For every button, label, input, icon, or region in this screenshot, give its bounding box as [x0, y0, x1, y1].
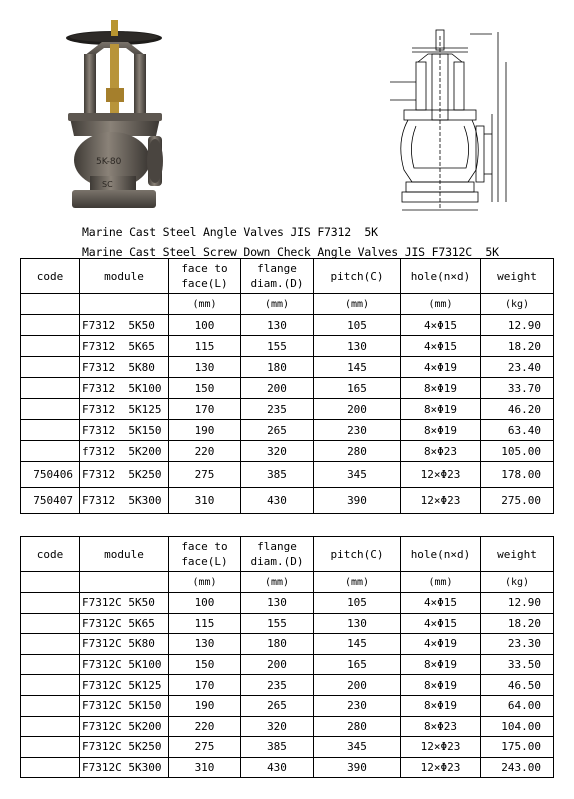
cell-module: F7312 5K80 [80, 357, 169, 378]
cell-pitch: 345 [314, 462, 401, 488]
unit-module [80, 294, 169, 315]
cell-code [21, 420, 80, 441]
cell-flange: 130 [241, 593, 314, 614]
cell-pitch: 280 [314, 716, 401, 737]
cell-flange: 155 [241, 613, 314, 634]
cell-face: 275 [169, 737, 241, 758]
cell-hole: 8×Φ19 [401, 378, 481, 399]
unit-weight: (kg) [481, 572, 554, 593]
table-row [21, 441, 554, 462]
unit-face: (mm) [169, 294, 241, 315]
cell-flange: 155 [241, 336, 314, 357]
cell-code: 750406 [21, 462, 80, 488]
header-face-l1: face to [181, 540, 228, 553]
table-row [21, 378, 554, 399]
cell-module: F7312C 5K80 [80, 634, 169, 655]
cell-weight: 178.00 [481, 462, 554, 488]
table-row [21, 399, 554, 420]
cell-module: F7312C 5K125 [80, 675, 169, 696]
cell-code [21, 654, 80, 675]
cell-flange: 385 [241, 462, 314, 488]
cell-pitch: 145 [314, 357, 401, 378]
cell-pitch: 145 [314, 634, 401, 655]
cell-flange: 385 [241, 737, 314, 758]
title-angle-valves: Marine Cast Steel Angle Valves JIS F7312 5K [82, 225, 378, 239]
cell-flange: 235 [241, 399, 314, 420]
cell-flange: 320 [241, 716, 314, 737]
cell-flange: 235 [241, 675, 314, 696]
unit-hole: (mm) [401, 294, 481, 315]
cell-face: 170 [169, 399, 241, 420]
header-code: code [21, 259, 80, 294]
header-face-l2: face(L) [181, 277, 228, 290]
cell-weight: 104.00 [481, 716, 554, 737]
cell-code [21, 695, 80, 716]
table-row [21, 654, 554, 675]
cell-hole: 8×Φ19 [401, 654, 481, 675]
cell-flange: 430 [241, 757, 314, 778]
unit-pitch: (mm) [314, 294, 401, 315]
cell-hole: 12×Φ23 [401, 488, 481, 514]
cell-hole: 4×Φ19 [401, 634, 481, 655]
cell-face: 100 [169, 315, 241, 336]
cell-module: F7312C 5K200 [80, 716, 169, 737]
cell-module: F7312 5K65 [80, 336, 169, 357]
cell-flange: 265 [241, 695, 314, 716]
header-pitch: pitch(C) [314, 259, 401, 294]
cell-pitch: 230 [314, 420, 401, 441]
cell-pitch: 390 [314, 488, 401, 514]
cell-face: 150 [169, 378, 241, 399]
cell-flange: 180 [241, 357, 314, 378]
unit-face: (mm) [169, 572, 241, 593]
cell-hole: 4×Φ15 [401, 315, 481, 336]
cell-module: F7312C 5K150 [80, 695, 169, 716]
cell-face: 190 [169, 420, 241, 441]
cell-weight: 105.00 [481, 441, 554, 462]
cell-code [21, 757, 80, 778]
header-module: module [80, 259, 169, 294]
cell-module: F7312C 5K100 [80, 654, 169, 675]
cell-module: F7312 5K150 [80, 420, 169, 441]
cell-hole: 8×Φ23 [401, 441, 481, 462]
cell-pitch: 165 [314, 378, 401, 399]
table-row [21, 315, 554, 336]
table-row [21, 613, 554, 634]
cell-face: 115 [169, 613, 241, 634]
cell-flange: 200 [241, 654, 314, 675]
header-face [169, 259, 241, 294]
cell-weight: 46.20 [481, 399, 554, 420]
table-row [21, 488, 554, 514]
cell-pitch: 105 [314, 593, 401, 614]
cell-face: 220 [169, 716, 241, 737]
cell-face: 275 [169, 462, 241, 488]
cell-pitch: 105 [314, 315, 401, 336]
unit-code [21, 294, 80, 315]
table-row [21, 462, 554, 488]
header-face-l1: face to [181, 262, 228, 275]
cell-module: F7312 5K125 [80, 399, 169, 420]
cell-code [21, 399, 80, 420]
cell-module: f7312 5K200 [80, 441, 169, 462]
cell-pitch: 230 [314, 695, 401, 716]
header-flange [241, 259, 314, 294]
header-hole: hole(n×d) [401, 259, 481, 294]
cell-pitch: 165 [314, 654, 401, 675]
valve-drawing [382, 22, 516, 216]
cell-face: 310 [169, 757, 241, 778]
cell-weight: 33.50 [481, 654, 554, 675]
header-flange-l2: diam.(D) [250, 555, 304, 568]
unit-pitch: (mm) [314, 572, 401, 593]
body-marking: 5K-80 [96, 157, 122, 167]
cell-weight: 63.40 [481, 420, 554, 441]
cell-weight: 18.20 [481, 336, 554, 357]
cell-pitch: 200 [314, 675, 401, 696]
cell-face: 190 [169, 695, 241, 716]
table-row [21, 757, 554, 778]
table-row [21, 357, 554, 378]
cell-pitch: 130 [314, 336, 401, 357]
flange-marking: SC [102, 180, 113, 189]
cell-face: 100 [169, 593, 241, 614]
valve-photo [62, 18, 182, 213]
cell-module: F7312C 5K250 [80, 737, 169, 758]
header-weight: weight [481, 259, 554, 294]
table-row [21, 634, 554, 655]
cell-weight: 18.20 [481, 613, 554, 634]
cell-hole: 12×Φ23 [401, 757, 481, 778]
cell-weight: 46.50 [481, 675, 554, 696]
unit-row [21, 294, 554, 315]
header-flange-l1: flange [257, 262, 297, 275]
cell-module: F7312 5K100 [80, 378, 169, 399]
cell-flange: 430 [241, 488, 314, 514]
cell-module: F7312C 5K300 [80, 757, 169, 778]
unit-flange: (mm) [241, 572, 314, 593]
cell-code [21, 357, 80, 378]
cell-face: 170 [169, 675, 241, 696]
header-weight: weight [481, 537, 554, 572]
cell-pitch: 130 [314, 613, 401, 634]
cell-hole: 8×Φ23 [401, 716, 481, 737]
cell-weight: 243.00 [481, 757, 554, 778]
unit-hole: (mm) [401, 572, 481, 593]
cell-pitch: 390 [314, 757, 401, 778]
cell-hole: 4×Φ19 [401, 357, 481, 378]
unit-weight: (kg) [481, 294, 554, 315]
cell-hole: 8×Φ19 [401, 420, 481, 441]
cell-hole: 4×Φ15 [401, 593, 481, 614]
header-row [21, 537, 554, 572]
cell-face: 130 [169, 357, 241, 378]
cell-face: 220 [169, 441, 241, 462]
table1-body [21, 315, 554, 514]
unit-row [21, 572, 554, 593]
header-code: code [21, 537, 80, 572]
spec-table-f7312 [20, 258, 554, 514]
cell-module: F7312C 5K50 [80, 593, 169, 614]
spec-table-f7312c [20, 536, 554, 778]
cell-code: 750407 [21, 488, 80, 514]
table-row [21, 695, 554, 716]
cell-hole: 4×Φ15 [401, 613, 481, 634]
cell-module: F7312 5K50 [80, 315, 169, 336]
header-module: module [80, 537, 169, 572]
cell-face: 115 [169, 336, 241, 357]
header-flange [241, 537, 314, 572]
table-row [21, 675, 554, 696]
cell-pitch: 200 [314, 399, 401, 420]
cell-flange: 180 [241, 634, 314, 655]
cell-hole: 8×Φ19 [401, 695, 481, 716]
header-flange-l2: diam.(D) [250, 277, 304, 290]
cell-pitch: 345 [314, 737, 401, 758]
table-row [21, 716, 554, 737]
cell-face: 310 [169, 488, 241, 514]
cell-module: F7312 5K250 [80, 462, 169, 488]
header-row [21, 259, 554, 294]
cell-weight: 23.30 [481, 634, 554, 655]
table-row [21, 336, 554, 357]
cell-code [21, 675, 80, 696]
cell-module: F7312 5K300 [80, 488, 169, 514]
unit-code [21, 572, 80, 593]
cell-pitch: 280 [314, 441, 401, 462]
titles [82, 222, 499, 262]
table-row [21, 737, 554, 758]
header-pitch: pitch(C) [314, 537, 401, 572]
cell-code [21, 378, 80, 399]
cell-weight: 275.00 [481, 488, 554, 514]
cell-hole: 12×Φ23 [401, 737, 481, 758]
cell-weight: 12.90 [481, 315, 554, 336]
cell-module: F7312C 5K65 [80, 613, 169, 634]
cell-hole: 4×Φ15 [401, 336, 481, 357]
cell-code [21, 336, 80, 357]
table2-body [21, 593, 554, 778]
table-row [21, 420, 554, 441]
unit-module [80, 572, 169, 593]
header-face-l2: face(L) [181, 555, 228, 568]
cell-code [21, 441, 80, 462]
cell-flange: 265 [241, 420, 314, 441]
unit-flange: (mm) [241, 294, 314, 315]
cell-face: 130 [169, 634, 241, 655]
cell-flange: 130 [241, 315, 314, 336]
cell-hole: 12×Φ23 [401, 462, 481, 488]
cell-code [21, 634, 80, 655]
cell-weight: 64.00 [481, 695, 554, 716]
cell-weight: 23.40 [481, 357, 554, 378]
header-hole: hole(n×d) [401, 537, 481, 572]
header-face [169, 537, 241, 572]
cell-flange: 320 [241, 441, 314, 462]
cell-weight: 12.90 [481, 593, 554, 614]
cell-weight: 175.00 [481, 737, 554, 758]
cell-weight: 33.70 [481, 378, 554, 399]
cell-code [21, 613, 80, 634]
cell-code [21, 315, 80, 336]
cell-hole: 8×Φ19 [401, 399, 481, 420]
cell-flange: 200 [241, 378, 314, 399]
cell-code [21, 737, 80, 758]
cell-code [21, 593, 80, 614]
cell-hole: 8×Φ19 [401, 675, 481, 696]
header-flange-l1: flange [257, 540, 297, 553]
title-check-angle-valves: Marine Cast Steel Screw Down Check Angle Valves JIS F7312C 5K [82, 245, 499, 259]
table-row [21, 593, 554, 614]
cell-face: 150 [169, 654, 241, 675]
cell-code [21, 716, 80, 737]
